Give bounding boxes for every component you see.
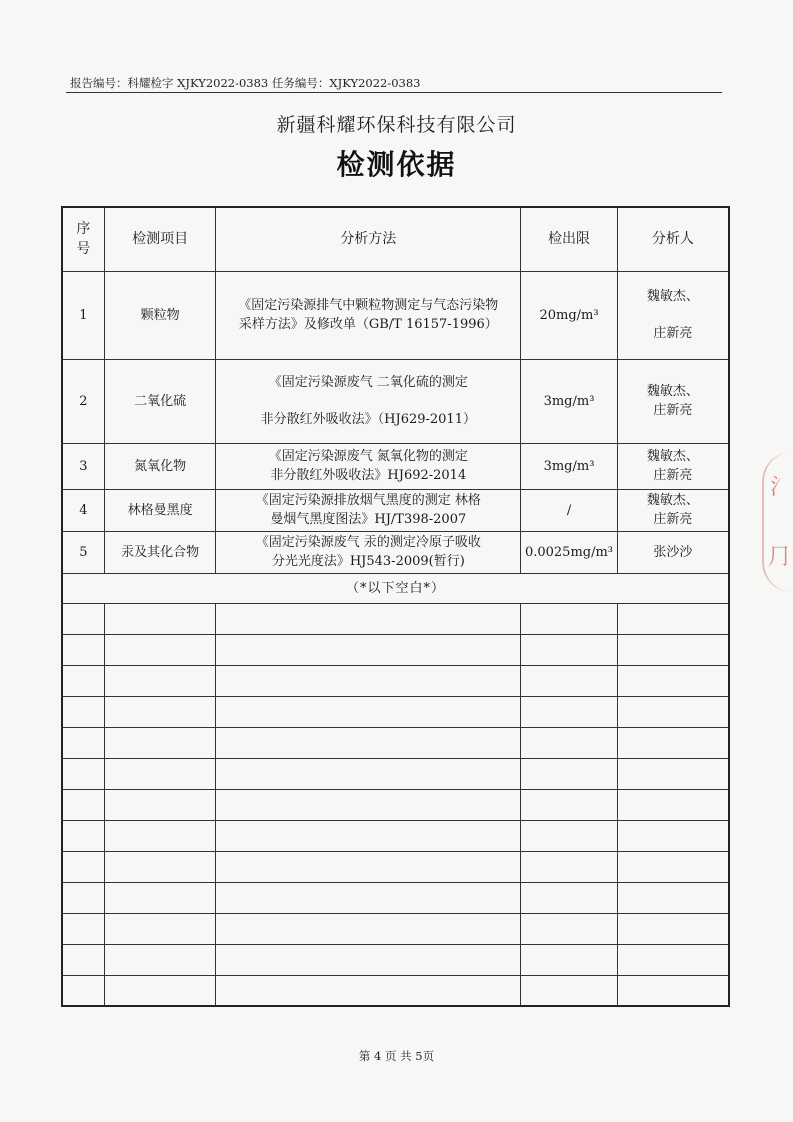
- method-line: 非分散红外吸收法》（HJ629-2011）: [260, 412, 476, 427]
- table-row: [62, 489, 729, 531]
- empty-cell: [617, 603, 729, 634]
- empty-cell: [104, 882, 216, 913]
- seal-stamp-mark: ⺆: [768, 545, 791, 570]
- empty-row: [62, 975, 729, 1006]
- empty-cell: [521, 665, 618, 696]
- analyst-line: 庄新亮: [653, 326, 693, 341]
- cell-method: [216, 271, 521, 359]
- empty-row: [62, 665, 729, 696]
- report-header: [70, 75, 720, 91]
- empty-cell: [62, 789, 104, 820]
- empty-cell: [62, 882, 104, 913]
- empty-cell: [521, 758, 618, 789]
- page-title: 检测依据: [336, 148, 457, 181]
- empty-cell: [521, 696, 618, 727]
- empty-cell: [216, 665, 521, 696]
- cell-analyst: [617, 359, 729, 443]
- empty-cell: [521, 789, 618, 820]
- empty-cell: [216, 944, 521, 975]
- cell-item: 氮氧化物: [104, 443, 216, 489]
- method-line: 《固定污染源排气中颗粒物测定与气态污染物: [238, 298, 499, 313]
- empty-cell: [521, 882, 618, 913]
- cell-no: 4: [62, 489, 104, 531]
- cell-analyst: [617, 271, 729, 359]
- header-analyst: 分析人: [617, 207, 729, 271]
- cell-analyst: [617, 443, 729, 489]
- empty-cell: [617, 882, 729, 913]
- header-no: [62, 207, 104, 271]
- report-no: 科耀检字 XJKY2022-0383: [127, 76, 269, 90]
- empty-cell: [617, 696, 729, 727]
- table-row: [62, 271, 729, 359]
- blank-note-row: [62, 573, 729, 603]
- empty-cell: [617, 975, 729, 1006]
- empty-cell: [104, 975, 216, 1006]
- empty-row: [62, 634, 729, 665]
- empty-cell: [216, 696, 521, 727]
- header-limit: 检出限: [521, 207, 618, 271]
- report-no-label: 报告编号：: [70, 76, 128, 90]
- method-line: 《固定污染源废气 汞的测定冷原子吸收: [255, 535, 481, 550]
- empty-cell: [62, 696, 104, 727]
- cell-limit: 20mg/m³: [521, 271, 618, 359]
- empty-cell: [104, 603, 216, 634]
- empty-cell: [521, 975, 618, 1006]
- empty-cell: [104, 758, 216, 789]
- company-name: 新疆科耀环保科技有限公司: [276, 114, 517, 136]
- empty-cell: [216, 851, 521, 882]
- seal-stamp-mark: ⺡: [770, 475, 793, 500]
- header-item: 检测项目: [104, 207, 216, 271]
- empty-cell: [104, 913, 216, 944]
- empty-cell: [104, 820, 216, 851]
- cell-no: 5: [62, 531, 104, 573]
- empty-cell: [216, 603, 521, 634]
- empty-cell: [62, 634, 104, 665]
- empty-cell: [617, 913, 729, 944]
- method-line: 分光光度法》HJ543-2009(暂行): [271, 554, 465, 569]
- empty-cell: [62, 975, 104, 1006]
- empty-cell: [104, 851, 216, 882]
- empty-cell: [216, 975, 521, 1006]
- empty-row: [62, 603, 729, 634]
- empty-cell: [521, 944, 618, 975]
- empty-row: [62, 758, 729, 789]
- analyst-line: 魏敏杰、: [646, 493, 699, 508]
- empty-cell: [617, 665, 729, 696]
- cell-method: [216, 531, 521, 573]
- empty-cell: [521, 634, 618, 665]
- empty-cell: [62, 727, 104, 758]
- cell-item: 林格曼黑度: [104, 489, 216, 531]
- cell-method: [216, 443, 521, 489]
- header-method: 分析方法: [216, 207, 521, 271]
- empty-cell: [216, 789, 521, 820]
- empty-cell: [216, 727, 521, 758]
- cell-no: 1: [62, 271, 104, 359]
- empty-cell: [617, 851, 729, 882]
- empty-cell: [62, 913, 104, 944]
- analyst-line: 庄新亮: [653, 403, 693, 418]
- empty-cell: [617, 789, 729, 820]
- table-header-row: [62, 207, 729, 271]
- empty-row: [62, 789, 729, 820]
- cell-analyst: 张沙沙: [617, 531, 729, 573]
- empty-cell: [62, 758, 104, 789]
- empty-row: [62, 913, 729, 944]
- analyst-line: 魏敏杰、: [646, 449, 699, 464]
- empty-cell: [617, 727, 729, 758]
- empty-cell: [104, 789, 216, 820]
- cell-item: 汞及其化合物: [104, 531, 216, 573]
- empty-row: [62, 882, 729, 913]
- cell-item: 二氧化硫: [104, 359, 216, 443]
- analyst-line: 庄新亮: [653, 512, 693, 527]
- empty-cell: [104, 727, 216, 758]
- header-rule: [66, 92, 722, 93]
- method-line: 《固定污染源排放烟气黑度的测定 林格: [255, 493, 481, 508]
- analyst-line: 魏敏杰、: [646, 289, 699, 304]
- cell-method: [216, 489, 521, 531]
- empty-cell: [617, 820, 729, 851]
- empty-cell: [521, 727, 618, 758]
- cell-method: [216, 359, 521, 443]
- empty-row: [62, 851, 729, 882]
- empty-cell: [216, 913, 521, 944]
- cell-limit: 0.0025mg/m³: [521, 531, 618, 573]
- method-line: 《固定污染源废气 氮氧化物的测定: [268, 449, 468, 464]
- cell-analyst: [617, 489, 729, 531]
- table-row: [62, 443, 729, 489]
- cell-limit: /: [521, 489, 618, 531]
- analyst-line: 庄新亮: [653, 468, 693, 483]
- method-line: 非分散红外吸收法》HJ692-2014: [270, 468, 467, 483]
- task-no-label: 任务编号：: [271, 76, 330, 90]
- table-row: [62, 359, 729, 443]
- empty-cell: [62, 665, 104, 696]
- empty-row: [62, 696, 729, 727]
- empty-cell: [62, 603, 104, 634]
- empty-cell: [617, 758, 729, 789]
- empty-row: [62, 727, 729, 758]
- page-footer: 第 4 页 共 5页: [358, 1049, 435, 1063]
- empty-cell: [104, 665, 216, 696]
- empty-cell: [104, 944, 216, 975]
- empty-cell: [216, 634, 521, 665]
- empty-cell: [62, 851, 104, 882]
- empty-cell: [104, 634, 216, 665]
- blank-note: （*以下空白*）: [62, 573, 729, 603]
- empty-cell: [617, 944, 729, 975]
- empty-cell: [521, 603, 618, 634]
- table-row: [62, 531, 729, 573]
- empty-cell: [216, 758, 521, 789]
- empty-row: [62, 944, 729, 975]
- header-no-text: 序号: [76, 221, 91, 258]
- empty-cell: [62, 820, 104, 851]
- task-no: XJKY2022-0383: [329, 76, 421, 90]
- method-line: 曼烟气黑度图法》HJ/T398-2007: [270, 512, 467, 527]
- analyst-line: 魏敏杰、: [646, 384, 699, 399]
- empty-cell: [521, 913, 618, 944]
- empty-cell: [62, 944, 104, 975]
- empty-cell: [216, 820, 521, 851]
- empty-cell: [216, 882, 521, 913]
- method-line: 采样方法》及修改单（GB/T 16157-1996）: [238, 317, 498, 332]
- testing-basis-table: [61, 206, 730, 1007]
- empty-cell: [521, 851, 618, 882]
- empty-cell: [521, 820, 618, 851]
- cell-limit: 3mg/m³: [521, 359, 618, 443]
- cell-no: 3: [62, 443, 104, 489]
- cell-no: 2: [62, 359, 104, 443]
- empty-row: [62, 820, 729, 851]
- method-line: 《固定污染源废气 二氧化硫的测定: [268, 375, 468, 390]
- empty-cell: [617, 634, 729, 665]
- empty-cell: [104, 696, 216, 727]
- cell-item: 颗粒物: [104, 271, 216, 359]
- cell-limit: 3mg/m³: [521, 443, 618, 489]
